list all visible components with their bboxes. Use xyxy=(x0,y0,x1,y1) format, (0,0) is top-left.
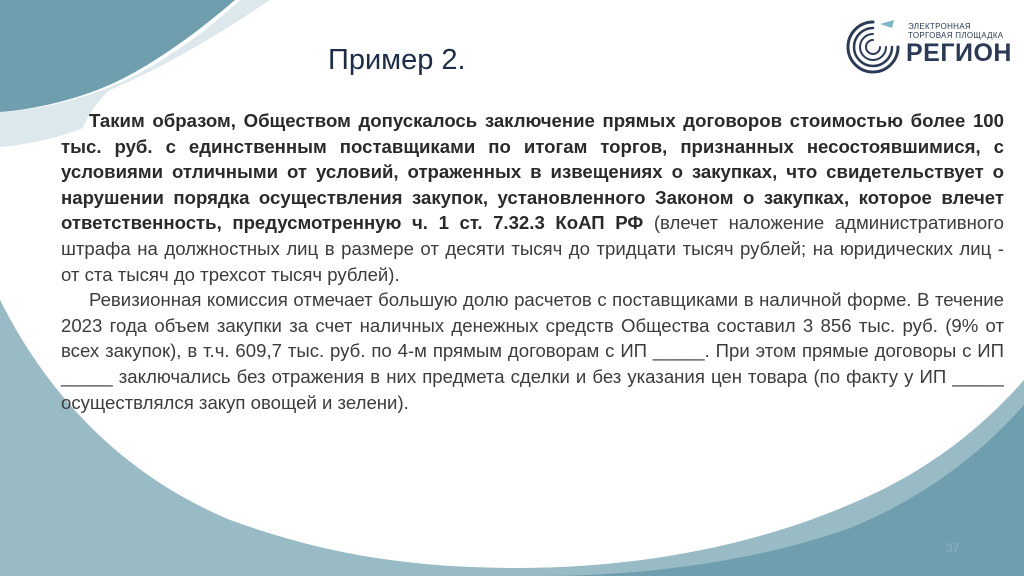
slide-title: Пример 2. xyxy=(328,44,466,76)
logo xyxy=(842,16,1012,76)
paragraph-2: Ревизионная комиссия отмечает большую долю расчетов с поставщиками в наличной форме. В течение 2023 года объем закупки за счет наличных денежных средств Общества составил 3 856 тыс. руб. (9% от всех закупок), в т.ч. 609,7 тыс. руб. по 4-м прямым договорам с ИП _____. При этом прямые договоры с ИП _____ заключались без отражения в них предмета сделки и без указания цен товара (по факту у ИП _____ осуществлялся закуп овощей и зелени). xyxy=(61,289,1004,413)
paragraph-1-tail: (влечет наложение административного штрафа на должностных лиц в размере от десяти тысяч до тридцати тысяч рублей; на юридических лиц - от ста тысяч до трехсот тысяч рублей). xyxy=(61,212,1004,285)
logo-wordmark: РЕГИОН xyxy=(906,39,1012,67)
page-number: 37 xyxy=(946,541,960,555)
paragraph-1 xyxy=(61,108,1004,287)
body-text xyxy=(61,108,1004,415)
logo-subtitle-line2: ТОРГОВАЯ ПЛОЩАДКА xyxy=(908,31,1004,40)
logo-subtitle-line1: ЭЛЕКТРОННАЯ xyxy=(908,22,971,31)
logo-mark-icon xyxy=(842,16,904,78)
paragraph-1-bold: Таким образом, Обществом допускалось заключение прямых договоров стоимостью более 100 тыс. руб. с единственным поставщиками по итогам торгов, признанных несостоявшимися, с условиями отличными от условий, отраженных в извещениях о закупках, что свидетельствует о нарушении порядка осуществления закупок, установленного Законом о закупках, которое влечет ответственность, предусмотренную ч. 1 ст. 7.32.3 КоАП РФ xyxy=(61,110,1004,234)
